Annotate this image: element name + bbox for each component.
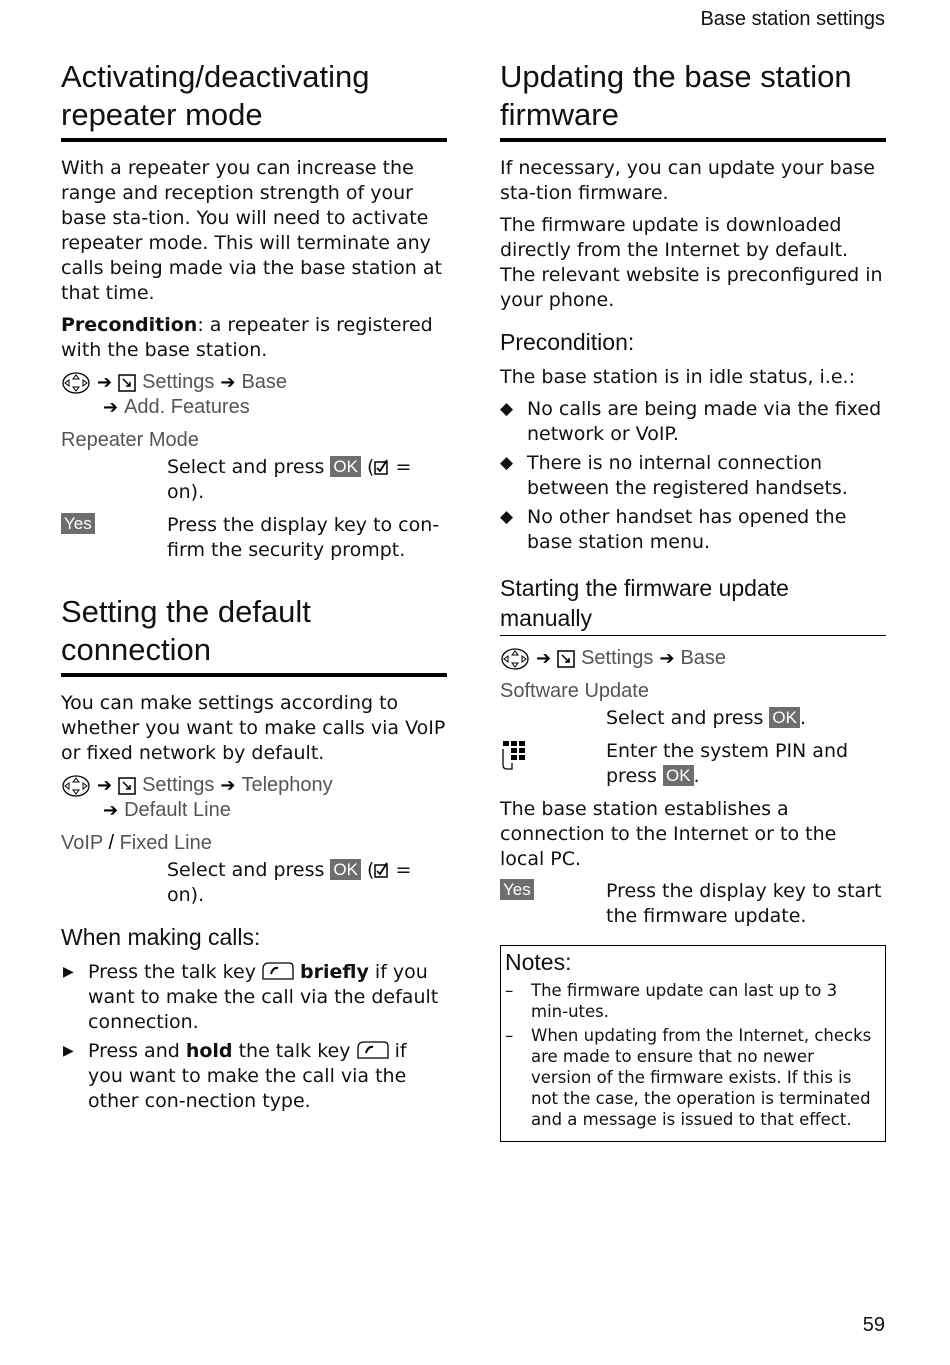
firmware-step-pin: Enter the system PIN and press OK . [500, 739, 886, 789]
repeater-intro: With a repeater you can increase the range and reception strength of your base sta-tion. You will need to activate repeater mode. This will terminate any calls being made via the base station at that time. [61, 157, 442, 304]
left-column [61, 58, 447, 1120]
firmware-menu-path [500, 646, 886, 671]
precondition-intro: The base station is in idle status, i.e.: [500, 366, 855, 388]
ok-key: OK [330, 456, 361, 477]
notes-list [505, 980, 879, 1130]
arrow-icon: ➔ [97, 775, 113, 796]
firmware-para-1: If necessary, you can update your base sta-tion firmware. [500, 157, 875, 204]
list-item: ▶ Press and hold the talk key if you want to make the call via the other con-nection type. [63, 1040, 407, 1112]
default-connection-menu-path [61, 773, 447, 798]
yes-display-key: Yes [61, 513, 95, 534]
checkbox-checked-icon [374, 862, 389, 878]
when-making-calls-heading: When making calls: [61, 924, 261, 950]
calls-list [61, 960, 447, 1114]
repeater-step-confirm: Yes Press the display key to con-firm the security prompt. [61, 513, 447, 563]
ok-key: OK [330, 859, 361, 880]
notes-title: Notes: [505, 949, 572, 975]
menu-default-line: Default Line [124, 799, 231, 821]
manual-update-heading: Starting the firmware update manually [500, 573, 886, 636]
menu-settings: Settings [581, 647, 654, 669]
diamond-bullet-icon: ◆ [500, 453, 514, 473]
ok-key: OK [769, 707, 800, 728]
notes-box [500, 945, 886, 1142]
list-item: ◆ No other handset has opened the base station menu. [500, 506, 847, 553]
menu-settings: Settings [142, 371, 215, 393]
menu-telephony: Telephony [241, 774, 333, 796]
menu-base: Base [241, 371, 288, 393]
triangle-bullet-icon: ▶ [63, 1043, 74, 1059]
settings-menu-icon [118, 777, 136, 795]
arrow-icon: ➔ [220, 775, 236, 796]
line-options: VoIP / Fixed Line [61, 832, 212, 854]
running-header: Base station settings [700, 8, 885, 30]
conditions-list [500, 397, 886, 555]
default-connection-intro: You can make settings according to whether you want to make calls via VoIP or fixed network by default. [61, 692, 446, 764]
repeater-precondition: Precondition: a repeater is registered with the base station. [61, 314, 433, 361]
arrow-icon: ➔ [220, 372, 236, 393]
arrow-icon: ➔ [97, 372, 113, 393]
checkbox-checked-icon [374, 459, 389, 475]
triangle-bullet-icon: ▶ [63, 964, 74, 980]
menu-base: Base [680, 647, 727, 669]
repeater-step-select: Select and press OK ( = on). [167, 456, 412, 503]
firmware-title: Updating the base station firmware [500, 58, 886, 142]
diamond-bullet-icon: ◆ [500, 507, 514, 527]
ok-key: OK [663, 765, 694, 786]
control-key-icon [500, 647, 530, 671]
list-item: – When updating from the Internet, checks are made to ensure that no newer version of the firmware exists. If this is not the case, the operation is terminated and a message is issued to that effect. [505, 1026, 872, 1129]
arrow-icon: ➔ [103, 397, 119, 418]
list-item: ◆ No calls are being made via the fixed network or VoIP. [500, 398, 882, 445]
firmware-step-start: Yes Press the display key to start the firmware update. [500, 879, 886, 929]
arrow-icon: ➔ [103, 800, 119, 821]
menu-settings: Settings [142, 774, 215, 796]
control-key-icon [61, 774, 91, 798]
right-column [500, 58, 886, 1142]
menu-add-features: Add. Features [124, 396, 250, 418]
arrow-icon: ➔ [659, 648, 675, 669]
default-connection-title: Setting the default connection [61, 593, 447, 677]
diamond-bullet-icon: ◆ [500, 399, 514, 419]
talk-key-icon [357, 1040, 389, 1060]
repeater-title: Activating/deactivating repeater mode [61, 58, 447, 142]
arrow-icon: ➔ [536, 648, 552, 669]
connection-info: The base station establishes a connection to the Internet or to the local PC. [500, 798, 837, 870]
firmware-para-2: The firmware update is downloaded directly from the Internet by default. The relevant website is preconfigured in your phone. [500, 214, 883, 311]
control-key-icon [61, 371, 91, 395]
settings-menu-icon [118, 374, 136, 392]
page-number: 59 [862, 1314, 885, 1336]
firmware-step-select: Select and press OK . [606, 707, 807, 729]
list-item: – The firmware update can last up to 3 min-utes. [505, 981, 838, 1021]
list-item: ◆ There is no internal connection between the registered handsets. [500, 452, 848, 499]
settings-menu-icon [557, 650, 575, 668]
talk-key-icon [262, 961, 294, 981]
repeater-menu-path [61, 370, 447, 395]
precondition-heading: Precondition: [500, 329, 635, 355]
keypad-icon [500, 739, 530, 771]
default-connection-menu-path-2 [61, 798, 447, 823]
repeater-menu-path-2 [61, 395, 447, 420]
repeater-mode-option: Repeater Mode [61, 429, 199, 451]
default-connection-step-select: Select and press OK ( = on). [167, 859, 412, 906]
list-item: ▶ Press the talk key briefly if you want to make the call via the default connection. [63, 961, 439, 1033]
software-update-option: Software Update [500, 680, 649, 702]
yes-display-key: Yes [500, 879, 534, 900]
